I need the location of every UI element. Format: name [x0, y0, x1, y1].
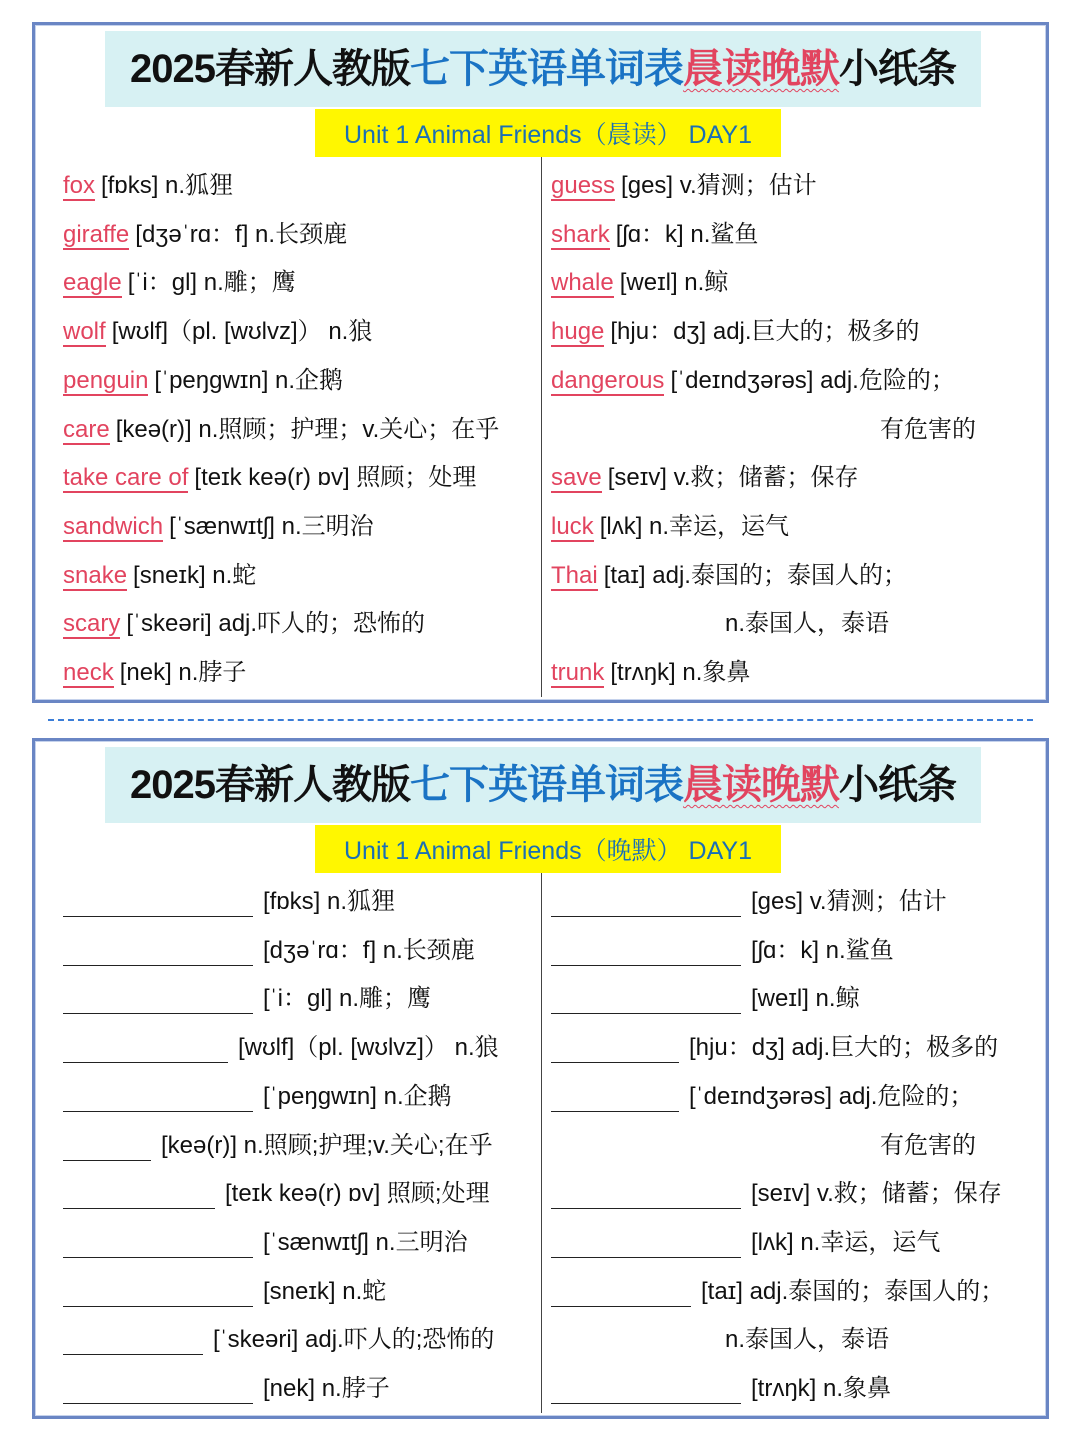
title-part: 晨读晚默 — [682, 763, 839, 807]
vocab-row — [551, 463, 858, 493]
vocab-definition: [keə(r)] n.照顾;护理;v.关心;在乎 — [161, 1131, 493, 1159]
vocab-word: trunk — [551, 659, 605, 686]
vocab-row — [551, 561, 907, 591]
vocab-word: scary — [63, 610, 121, 638]
vocab-row — [551, 366, 955, 396]
answer-blank[interactable] — [63, 1234, 253, 1258]
dictation-row — [880, 1131, 976, 1161]
vocab-definition: [teɪk keə(r) ɒv] 照顾;处理 — [225, 1180, 490, 1208]
answer-blank[interactable] — [63, 1088, 253, 1112]
vocab-word: fox — [63, 172, 96, 199]
vocab-row — [551, 512, 789, 542]
vocab-row — [551, 317, 920, 347]
title-part: 2025春新人教版 — [130, 47, 410, 91]
vocab-word: sandwich — [63, 512, 164, 540]
vocab-definition: [dʒəˈrɑ：f] n.长颈鹿 — [135, 220, 348, 248]
vocab-definition: [trʌŋk] n.象鼻 — [610, 659, 751, 686]
cut-line — [48, 719, 1033, 721]
vocab-word: dangerous — [551, 366, 665, 394]
vocab-definition: [ˈi：gl] n.雕；鹰 — [263, 985, 432, 1013]
dictation-row — [63, 1374, 390, 1404]
title-part: 小纸条 — [838, 763, 956, 807]
dictation-row — [63, 936, 475, 966]
vocab-word: save — [551, 464, 602, 492]
vocab-definition: [nek] n.脖子 — [119, 659, 247, 686]
dictation-row — [551, 936, 894, 966]
vocab-definition: [hju：dʒ] adj.巨大的；极多的 — [689, 1034, 999, 1062]
vocab-word: care — [63, 415, 110, 443]
answer-blank[interactable] — [551, 1234, 741, 1258]
vocab-definition: [ˈsænwɪtʃ] n.三明治 — [263, 1228, 468, 1256]
vocab-definition: [sneɪk] n.蛇 — [263, 1277, 387, 1305]
title-part: 晨读晚默 — [682, 47, 839, 91]
column-divider — [541, 873, 542, 1413]
vocab-row — [63, 268, 296, 298]
vocab-word: huge — [551, 318, 605, 346]
answer-blank[interactable] — [551, 1380, 741, 1404]
title-part: 2025春新人教版 — [130, 763, 410, 807]
vocab-row — [551, 171, 817, 201]
morning-reading-card — [32, 22, 1049, 703]
vocab-definition: [keə(r)] n.照顾；护理；v.关心；在乎 — [115, 415, 500, 443]
answer-blank[interactable] — [63, 893, 253, 917]
answer-blank[interactable] — [551, 942, 741, 966]
dictation-row — [63, 1131, 493, 1161]
vocab-row — [63, 415, 499, 445]
vocab-definition: [nek] n.脖子 — [263, 1375, 390, 1402]
vocab-definition: 有危害的 — [880, 415, 976, 443]
dictation-row — [63, 1277, 386, 1307]
dictation-row — [63, 1082, 452, 1112]
vocab-definition: [taɪ] adj.泰国的；泰国人的； — [701, 1277, 1005, 1305]
answer-blank[interactable] — [551, 893, 741, 917]
vocab-definition: [ˈdeɪndʒərəs] adj.危险的； — [670, 366, 955, 394]
vocab-definition: [fɒks] n.狐狸 — [101, 172, 234, 199]
vocab-definition: n.泰国人，泰语 — [725, 610, 890, 638]
vocab-word: luck — [551, 512, 594, 540]
title-part: 七下英语单词表 — [409, 763, 683, 807]
vocab-word: wolf — [63, 318, 106, 346]
vocab-definition: [lʌk] n.幸运，运气 — [751, 1228, 941, 1256]
vocab-word: whale — [551, 269, 614, 297]
answer-blank[interactable] — [551, 1088, 679, 1112]
vocab-definition: [seɪv] v.救；储蓄；保存 — [751, 1180, 1002, 1208]
vocab-row — [63, 366, 343, 396]
vocab-definition: [ʃɑ：k] n.鲨鱼 — [751, 936, 894, 964]
answer-blank[interactable] — [63, 1185, 215, 1209]
vocab-definition: n.泰国人，泰语 — [725, 1326, 890, 1354]
vocab-definition: [fɒks] n.狐狸 — [263, 888, 396, 915]
vocab-definition: [sneɪk] n.蛇 — [133, 561, 257, 589]
answer-blank[interactable] — [63, 1137, 151, 1161]
vocab-word: neck — [63, 659, 114, 686]
vocab-definition: [wʊlf]（pl. [wʊlvz]） n.狼 — [111, 318, 373, 346]
page-title — [105, 747, 981, 823]
dictation-row — [63, 1179, 490, 1209]
vocab-row — [63, 561, 256, 591]
title-part: 七下英语单词表 — [409, 47, 683, 91]
vocab-word: guess — [551, 172, 616, 199]
title-part: 小纸条 — [838, 47, 956, 91]
vocab-row — [63, 609, 425, 639]
vocab-row — [63, 658, 246, 688]
vocab-word: take care of — [63, 464, 189, 492]
evening-dictation-card — [32, 738, 1049, 1419]
column-divider — [541, 157, 542, 697]
answer-blank[interactable] — [63, 1331, 203, 1355]
vocab-word: penguin — [63, 366, 149, 394]
dictation-row — [63, 1325, 494, 1355]
dictation-row — [63, 1033, 499, 1063]
vocab-row — [63, 317, 372, 347]
unit-heading: Unit 1 Animal Friends（晨读） DAY1 — [315, 109, 781, 157]
vocab-definition: [ˈdeɪndʒərəs] adj.危险的； — [689, 1082, 974, 1110]
vocab-row — [725, 609, 889, 639]
vocab-definition: [weɪl] n.鲸 — [751, 985, 860, 1013]
vocab-word: Thai — [551, 561, 598, 589]
dictation-row — [551, 1374, 891, 1404]
vocab-definition: [ˈpeŋgwɪn] n.企鹅 — [154, 366, 344, 394]
vocab-definition: [ges] v.猜测；估计 — [621, 172, 817, 199]
vocab-definition: [taɪ] adj.泰国的；泰国人的； — [603, 561, 907, 589]
vocab-definition: [ˈsænwɪtʃ] n.三明治 — [169, 512, 374, 540]
vocab-definition: [teɪk keə(r) ɒv] 照顾；处理 — [194, 464, 477, 492]
vocab-row — [551, 658, 750, 688]
dictation-row — [63, 984, 431, 1014]
vocab-definition: 有危害的 — [880, 1131, 976, 1159]
dictation-row — [63, 887, 395, 917]
vocab-word: giraffe — [63, 220, 130, 248]
unit-heading: Unit 1 Animal Friends（晚默） DAY1 — [315, 825, 781, 873]
dictation-row — [551, 1082, 973, 1112]
vocab-row — [551, 220, 758, 250]
dictation-row — [551, 1033, 998, 1063]
vocab-row — [551, 268, 728, 298]
vocab-row — [63, 220, 347, 250]
vocab-word: eagle — [63, 269, 122, 297]
dictation-row — [551, 887, 947, 917]
vocab-definition: [ˈskeəri] adj.吓人的;恐怖的 — [213, 1326, 495, 1354]
vocab-row — [63, 171, 233, 201]
vocab-definition: [ges] v.猜测；估计 — [751, 888, 947, 915]
vocab-definition: [ˈskeəri] adj.吓人的；恐怖的 — [126, 610, 426, 638]
answer-blank[interactable] — [551, 1185, 741, 1209]
answer-blank[interactable] — [551, 1039, 679, 1063]
dictation-row — [551, 1277, 1004, 1307]
vocab-word: shark — [551, 220, 610, 248]
vocab-definition: [lʌk] n.幸运，运气 — [599, 512, 790, 540]
vocab-row — [63, 463, 476, 493]
dictation-row — [63, 1228, 468, 1258]
answer-blank[interactable] — [63, 1380, 253, 1404]
vocab-definition: [ʃɑ：k] n.鲨鱼 — [615, 220, 759, 248]
answer-blank[interactable] — [63, 942, 253, 966]
answer-blank[interactable] — [551, 1283, 691, 1307]
vocab-definition: [wʊlf]（pl. [wʊlvz]） n.狼 — [238, 1034, 499, 1062]
answer-blank[interactable] — [551, 990, 741, 1014]
vocab-definition: [ˈpeŋgwɪn] n.企鹅 — [263, 1082, 452, 1110]
vocab-word: snake — [63, 561, 128, 589]
vocab-definition: [hju：dʒ] adj.巨大的；极多的 — [610, 318, 920, 346]
dictation-row — [551, 1179, 1002, 1209]
dictation-row — [725, 1325, 889, 1355]
vocab-definition: [seɪv] v.救；储蓄；保存 — [607, 464, 859, 492]
vocab-definition: [trʌŋk] n.象鼻 — [751, 1375, 892, 1402]
answer-blank[interactable] — [63, 990, 253, 1014]
answer-blank[interactable] — [63, 1283, 253, 1307]
answer-blank[interactable] — [63, 1039, 228, 1063]
vocab-definition: [weɪl] n.鲸 — [619, 269, 729, 297]
vocab-definition: [ˈi：gl] n.雕；鹰 — [127, 269, 296, 297]
page-title — [105, 31, 981, 107]
dictation-row — [551, 1228, 940, 1258]
vocab-row — [63, 512, 374, 542]
dictation-row — [551, 984, 860, 1014]
vocab-row — [880, 415, 976, 445]
vocab-definition: [dʒəˈrɑ：f] n.长颈鹿 — [263, 936, 475, 964]
